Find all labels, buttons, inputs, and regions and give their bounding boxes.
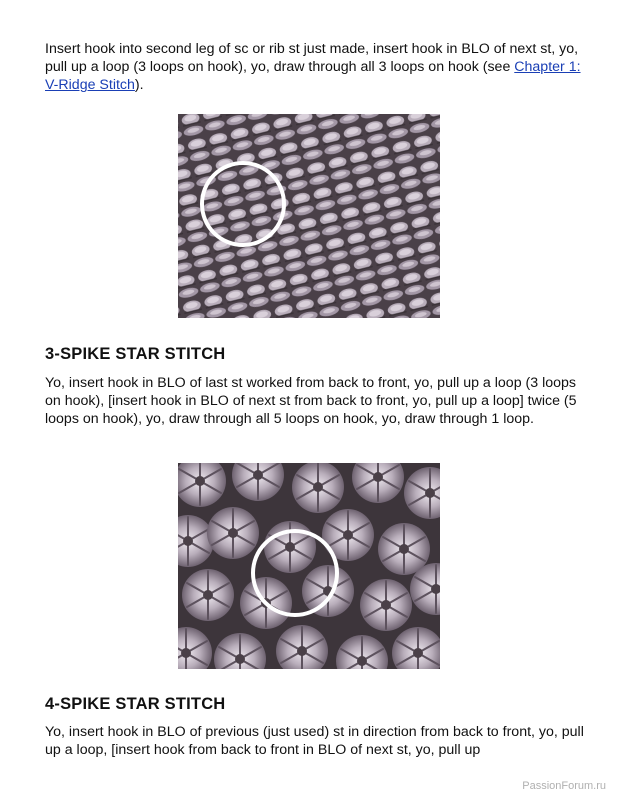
chapter-link[interactable]: Chapter 1: V-Ridge Stitch (45, 59, 581, 93)
star-stitch-photo (178, 463, 440, 669)
paragraph-3-spike: Yo, insert hook in BLO of last st worked from back to front, yo, pull up a loop (3 loops on hook), [insert hook in BLO of next st from back to front, yo, pull up a loop] twice (5 loops on hook), yo, draw through all 5 loops on hook, yo, draw through 1 loop. (45, 375, 577, 427)
heading-4-spike-star-stitch: 4-SPIKE STAR STITCH (45, 695, 226, 713)
heading-3-spike-star-stitch: 3-SPIKE STAR STITCH (45, 345, 226, 363)
v-ridge-stitch-photo (178, 114, 440, 318)
paragraph-4-spike: Yo, insert hook in BLO of previous (just used) st in direction from back to front, yo, pull up a loop, [insert hook from back to front in BLO of next st, yo, pull up (45, 724, 584, 758)
intro-text: Insert hook into second leg of sc or rib st just made, insert hook in BLO of next st, yo, pull up a loop (3 loops on hook), yo, draw through all 3 loops on hook (see (45, 41, 579, 75)
watermark: PassionForum.ru (522, 780, 606, 792)
intro-text-end: ). (134, 77, 144, 93)
intro-paragraph (45, 40, 590, 94)
